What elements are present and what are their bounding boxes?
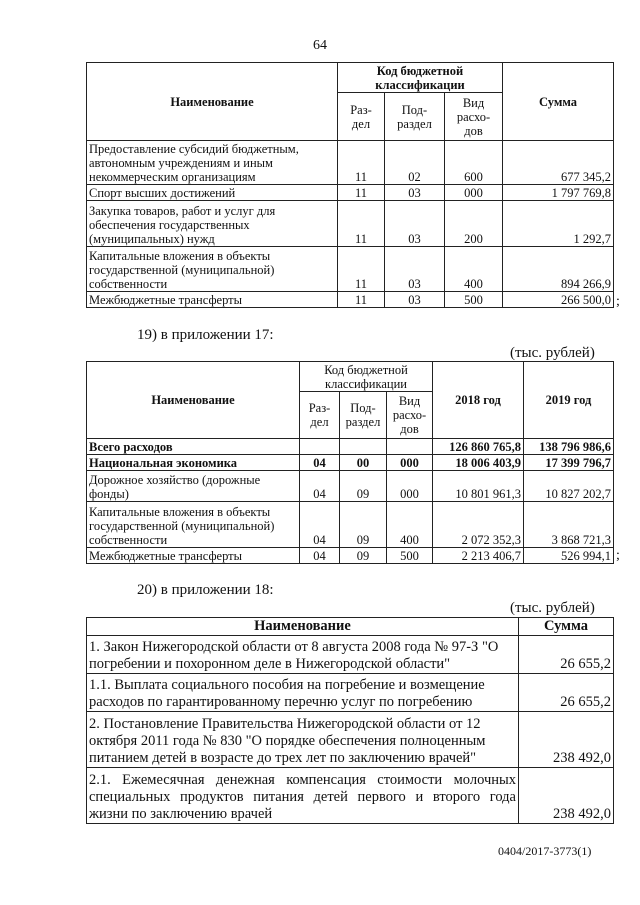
- cell-section: 04: [300, 548, 340, 564]
- cell-section: 04: [300, 455, 340, 471]
- table-row: [87, 185, 614, 201]
- cell-2019: 3 868 721,3: [524, 502, 614, 548]
- cell-type: 600: [445, 141, 503, 185]
- cell-name: 2.1. Ежемесячная денежная компенсация стоимости молочных специальных продуктов питания детей первого и второго года жизни по заключению врачей: [87, 768, 519, 824]
- table-row: [87, 439, 614, 455]
- cell-subsection: [340, 439, 387, 455]
- table-sport-expenses: [86, 62, 614, 308]
- cell-name: Спорт высших достижений: [87, 185, 338, 201]
- cell-sum: 238 492,0: [519, 768, 614, 824]
- cell-name: Капитальные вложения в объекты государственной (муниципальной) собственности: [87, 502, 300, 548]
- cell-name: Закупка товаров, работ и услуг для обеспечения государственных (муниципальных) нужд: [87, 201, 338, 247]
- cell-name: Межбюджетные трансферты: [87, 292, 338, 308]
- cell-type: [387, 439, 433, 455]
- cell-sum: 238 492,0: [519, 712, 614, 768]
- cell-section: 11: [338, 201, 385, 247]
- cell-type: 200: [445, 201, 503, 247]
- table1-semicolon: ;: [616, 294, 620, 309]
- section-19-heading: 19) в приложении 17:: [137, 327, 274, 343]
- cell-name: 1.1. Выплата социального пособия на погребение и возмещение расходов по гарантированному перечню услуг по погребению: [87, 674, 519, 712]
- header-section: Раз- дел: [300, 392, 340, 439]
- header-name: Наименование: [87, 362, 300, 439]
- cell-subsection: 00: [340, 455, 387, 471]
- cell-name: Межбюджетные трансферты: [87, 548, 300, 564]
- table-law-expenses: [86, 617, 614, 824]
- cell-sum: 894 266,9: [503, 247, 614, 292]
- header-subsection: Под- раздел: [340, 392, 387, 439]
- header-sum: Сумма: [503, 63, 614, 141]
- cell-name: 2. Постановление Правительства Нижегородской области от 12 октября 2011 года № 830 "О порядке обеспечения полноценным питанием детей в возрасте до трех лет по заключению врачей": [87, 712, 519, 768]
- table-row: [87, 141, 614, 185]
- cell-type: 000: [387, 471, 433, 502]
- cell-sum: 26 655,2: [519, 674, 614, 712]
- table2-semicolon: ;: [616, 548, 620, 563]
- cell-section: [300, 439, 340, 455]
- cell-subsection: 09: [340, 548, 387, 564]
- cell-sum: 1 797 769,8: [503, 185, 614, 201]
- cell-type: 400: [445, 247, 503, 292]
- cell-sum: 677 345,2: [503, 141, 614, 185]
- cell-section: 04: [300, 471, 340, 502]
- page-number: 64: [313, 38, 327, 53]
- cell-subsection: 03: [385, 247, 445, 292]
- table-row: [87, 471, 614, 502]
- cell-2018: 2 213 406,7: [433, 548, 524, 564]
- cell-section: 11: [338, 292, 385, 308]
- cell-type: 000: [387, 455, 433, 471]
- cell-subsection: 02: [385, 141, 445, 185]
- cell-2018: 126 860 765,8: [433, 439, 524, 455]
- cell-subsection: 09: [340, 502, 387, 548]
- cell-type: 500: [445, 292, 503, 308]
- cell-section: 04: [300, 502, 340, 548]
- header-expense-type: Вид расхо- дов: [445, 93, 503, 141]
- cell-section: 11: [338, 185, 385, 201]
- cell-section: 11: [338, 247, 385, 292]
- cell-name: Дорожное хозяйство (дорожные фонды): [87, 471, 300, 502]
- table-row: [87, 455, 614, 471]
- cell-name: Национальная экономика: [87, 455, 300, 471]
- table-row: [87, 247, 614, 292]
- cell-name: Предоставление субсидий бюджетным, автономным учреждениям и иным некоммерческим организациям: [87, 141, 338, 185]
- cell-subsection: 03: [385, 292, 445, 308]
- cell-name: Всего расходов: [87, 439, 300, 455]
- cell-2018: 18 006 403,9: [433, 455, 524, 471]
- cell-section: 11: [338, 141, 385, 185]
- table-row: [87, 502, 614, 548]
- table-economy-expenses: [86, 361, 614, 564]
- table-row: [87, 201, 614, 247]
- table-row: [87, 674, 614, 712]
- table-row: [87, 712, 614, 768]
- cell-2018: 2 072 352,3: [433, 502, 524, 548]
- cell-name: 1. Закон Нижегородской области от 8 августа 2008 года № 97-З "О погребении и похоронном деле в Нижегородской области": [87, 636, 519, 674]
- cell-type: 000: [445, 185, 503, 201]
- cell-type: 500: [387, 548, 433, 564]
- cell-subsection: 03: [385, 201, 445, 247]
- cell-2019: 17 399 796,7: [524, 455, 614, 471]
- header-expense-type: Вид расхо- дов: [387, 392, 433, 439]
- header-year-2019: 2019 год: [524, 362, 614, 439]
- table-row: [87, 548, 614, 564]
- cell-subsection: 09: [340, 471, 387, 502]
- cell-sum: 266 500,0: [503, 292, 614, 308]
- table-row: [87, 292, 614, 308]
- header-year-2018: 2018 год: [433, 362, 524, 439]
- header-subsection: Под- раздел: [385, 93, 445, 141]
- cell-2019: 526 994,1: [524, 548, 614, 564]
- header-name: Наименование: [87, 63, 338, 141]
- cell-subsection: 03: [385, 185, 445, 201]
- table-row: [87, 636, 614, 674]
- section-19-unit: (тыс. рублей): [510, 345, 595, 361]
- section-20-unit: (тыс. рублей): [510, 600, 595, 616]
- cell-sum: 26 655,2: [519, 636, 614, 674]
- section-20-heading: 20) в приложении 18:: [137, 582, 274, 598]
- header-name: Наименование: [87, 618, 519, 636]
- cell-2019: 10 827 202,7: [524, 471, 614, 502]
- header-code-group: Код бюджетной классификации: [338, 63, 503, 93]
- cell-2019: 138 796 986,6: [524, 439, 614, 455]
- header-code-group: Код бюджетной классификации: [300, 362, 433, 392]
- cell-sum: 1 292,7: [503, 201, 614, 247]
- header-sum: Сумма: [519, 618, 614, 636]
- table-row: [87, 768, 614, 824]
- cell-2018: 10 801 961,3: [433, 471, 524, 502]
- cell-name: Капитальные вложения в объекты государственной (муниципальной) собственности: [87, 247, 338, 292]
- document-code: 0404/2017-3773(1): [498, 844, 592, 858]
- cell-type: 400: [387, 502, 433, 548]
- header-section: Раз- дел: [338, 93, 385, 141]
